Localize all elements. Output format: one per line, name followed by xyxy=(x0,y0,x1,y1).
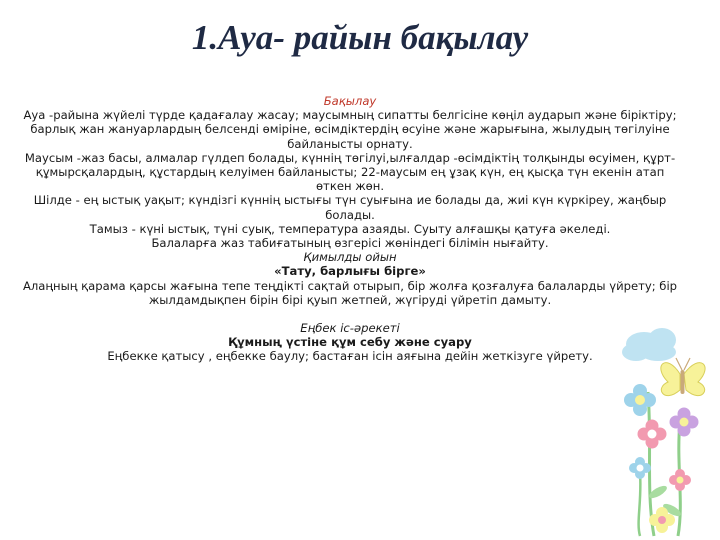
game-heading: Қимылды ойын xyxy=(303,250,397,265)
flower-icon xyxy=(669,469,691,491)
stem-icon xyxy=(639,472,641,536)
labor-heading: Еңбек іс-әрекеті xyxy=(300,321,400,336)
flower-icon xyxy=(670,408,699,437)
cloud-icon xyxy=(622,328,676,361)
page-title: 1.Ауа- райын бақылау xyxy=(191,18,529,57)
observation-paragraph-2: Маусым -жаз басы, алмалар гүлдеп болады, күннің төгілуі,ылғалдар -өсімдіктің толқынды өсуімен, құрт- құмырсқалардың, құстардың келуімен байланысты; 22-маусым ең ұзақ күн, ең қысқа түн екенін атап өткен жөн. xyxy=(24,150,676,194)
flower-icon xyxy=(624,384,656,416)
observation-paragraph-1: Ауа -райына жүйелі түрде қадағалау жасау; маусымның сипатты белгісіне көңіл аударып және біріктіру; барлық жан жануарлардың белсенді өміріне, өсімдіктердің өсуіне және жарығына, жылудың төгілуіне байланысты орнату. xyxy=(23,108,677,151)
labor-description: Еңбекке қатысу , еңбекке баулу; бастаған ісін аяғына дейін жеткізуге үйрету. xyxy=(107,349,593,364)
game-name: «Тату, барлығы бірге» xyxy=(274,264,426,279)
flower-icon xyxy=(629,457,651,479)
observation-paragraph-3: Шілде - ең ыстық уақыт; күндізгі күннің ыстығы түн суығына ие болады да, жиі күн күркіреу, жаңбыр болады. xyxy=(33,193,667,222)
main-content xyxy=(20,94,680,364)
flower-icon xyxy=(638,420,667,449)
game-description: Алаңның қарама қарсы жағына тепе теңдікті сақтай отырып, бір жолға қозғалуға балаларды үйрету; бір жылдамдықпен бірін бірі қуып жетпей, жүгіруді үйретіп дамыту. xyxy=(22,278,678,307)
observation-paragraph-4: Тамыз - күні ыстық, түні суық, температура азаяды. Суыту алғашқы қатуға әкеледі. xyxy=(89,221,611,236)
observation-paragraph-5: Балаларға жаз табиғатының өзгерісі жөніндегі білімін нығайту. xyxy=(151,236,549,251)
butterfly-icon xyxy=(661,358,705,396)
labor-name: Құмның үстіне құм себу және суару xyxy=(228,335,472,350)
butterfly-and-flowers-icon xyxy=(618,322,718,538)
observation-heading: Бақылау xyxy=(323,94,377,108)
section-gap xyxy=(20,307,680,321)
